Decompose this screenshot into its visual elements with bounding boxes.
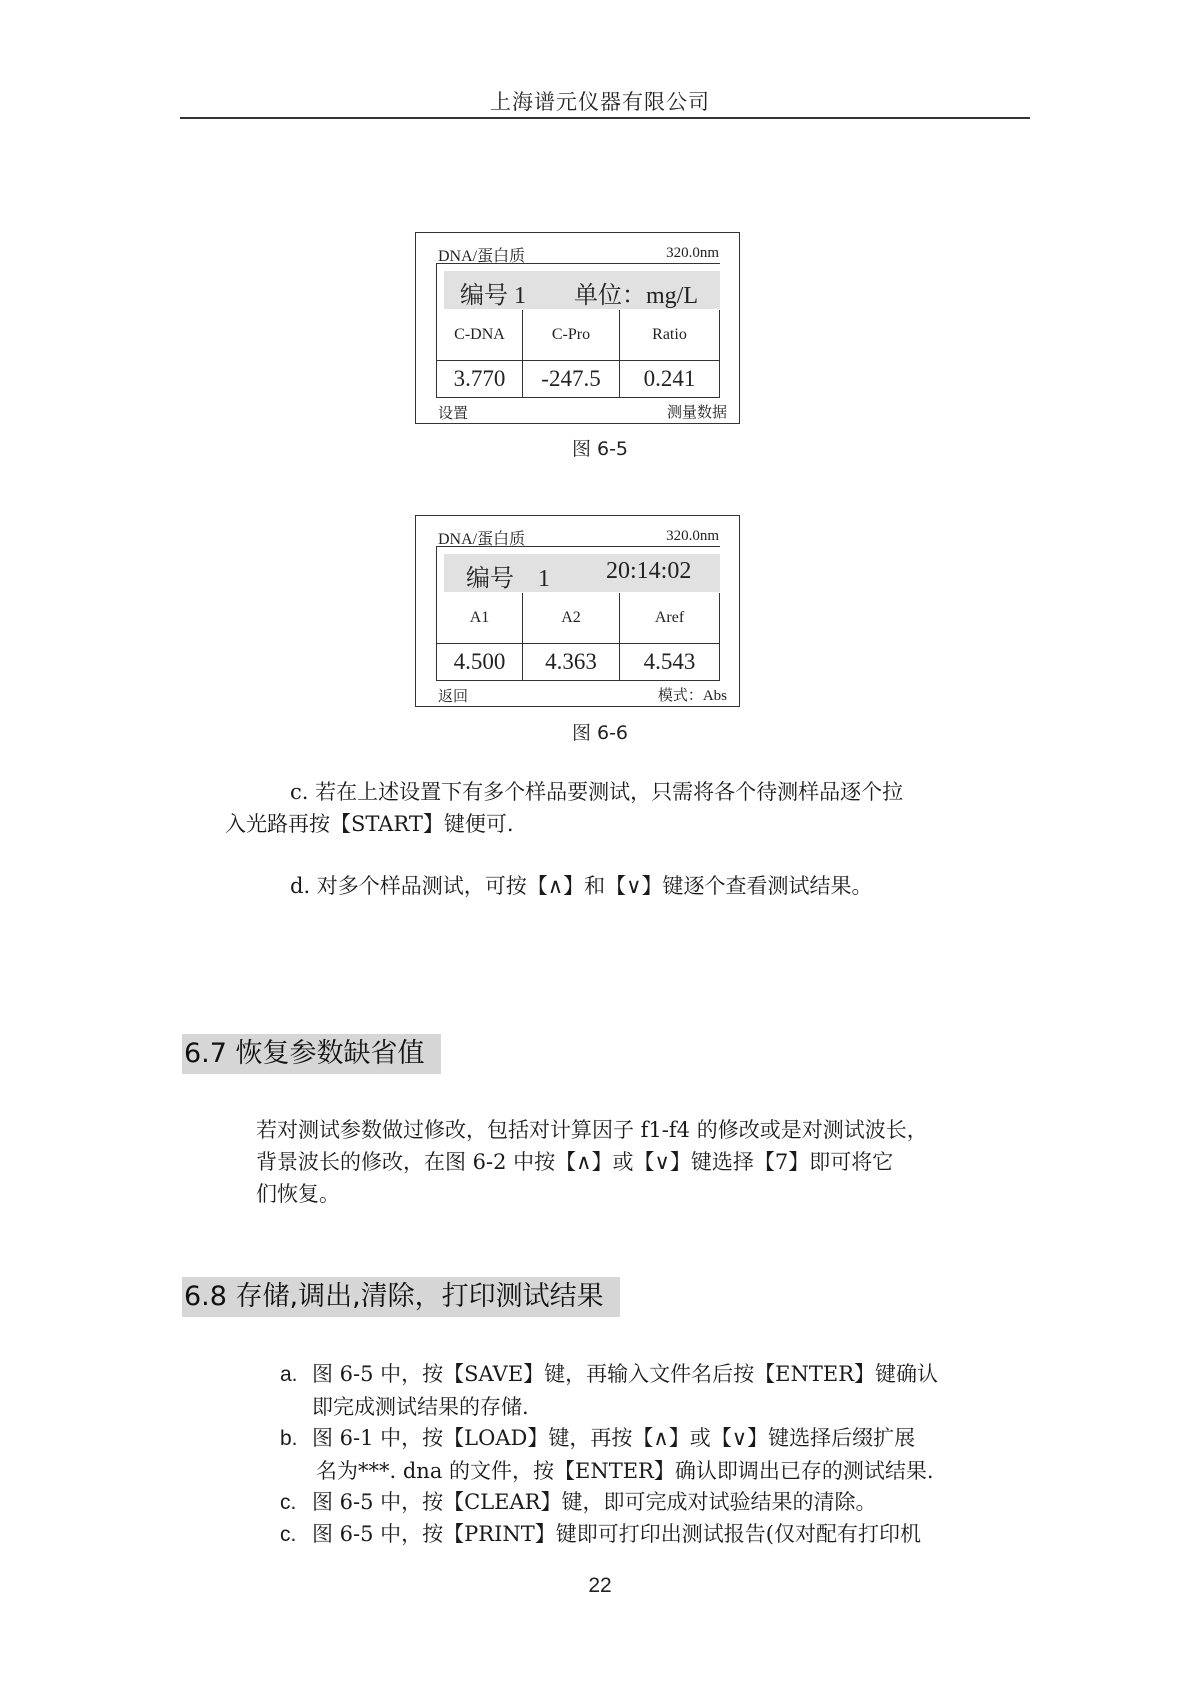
softkey-right-label: 测量数据 (666, 405, 727, 421)
unit-label: 单位：mg/L (574, 283, 698, 309)
list-item-continuation: 名为***. dna 的文件，按【ENTER】确认即调出已存的测试结果. (316, 1459, 934, 1483)
result-value: -247.5 (523, 361, 620, 398)
list-item-text: 图 6-5 中，按【CLEAR】键，即可完成对试验结果的清除。 (312, 1490, 877, 1514)
section-heading-6-8: 6.8 存储,调出,清除，打印测试结果 (182, 1277, 620, 1317)
lcd-mode-label: DNA/蛋白质 (438, 531, 526, 548)
lcd-mode-label: DNA/蛋白质 (438, 248, 526, 265)
page-header-title: 上海谱元仪器有限公司 (490, 90, 710, 114)
step-c-line-2: 入光路再按【START】键便可. (225, 812, 514, 836)
section-6-7-line: 们恢复。 (256, 1182, 340, 1206)
result-value: 3.770 (437, 361, 523, 398)
lcd-screen-figure-6-5 (415, 232, 740, 424)
list-item-c-print (280, 1518, 1020, 1551)
result-value: 4.500 (437, 644, 523, 681)
result-value: 4.543 (620, 644, 720, 681)
section-6-7-line: 若对测试参数做过修改，包括对计算因子 f1-f4 的修改或是对测试波长， (256, 1118, 928, 1142)
column-header: C-Pro (523, 310, 620, 361)
section-heading-6-7: 6.7 恢复参数缺省值 (182, 1034, 441, 1074)
column-header: A1 (437, 593, 523, 644)
result-value: 0.241 (620, 361, 720, 398)
section-6-7-line: 背景波长的修改，在图 6-2 中按【∧】或【∨】键选择【7】即可将它 (256, 1150, 894, 1174)
lcd-banner (444, 554, 720, 592)
sample-number: 编号 1 (466, 566, 550, 592)
softkey-left-label: 返回 (438, 689, 469, 705)
list-item-text: 图 6-5 中，按【PRINT】键即可打印出测试报告(仅对配有打印机 (312, 1522, 921, 1546)
lcd-wavelength: 320.0nm (666, 245, 719, 261)
list-marker: c. (280, 1523, 297, 1546)
figure-caption: 图 6-6 (571, 722, 629, 744)
list-item-text: 图 6-1 中，按【LOAD】键，再按【∧】或【∨】键选择后缀扩展 (312, 1426, 916, 1450)
list-item-b (280, 1422, 1020, 1487)
list-item-text: 图 6-5 中，按【SAVE】键，再输入文件名后按【ENTER】键确认 (312, 1362, 939, 1386)
sample-number: 编号 1 (460, 283, 526, 309)
list-marker: c. (280, 1491, 297, 1514)
list-item-c-clear (280, 1486, 1020, 1519)
lcd-frame (436, 263, 720, 398)
list-item-continuation: 即完成测试结果的存储. (312, 1395, 529, 1419)
lcd-result-table (437, 593, 720, 681)
result-value: 4.363 (523, 644, 620, 681)
column-header: Ratio (620, 310, 720, 361)
step-c-line-1: c. 若在上述设置下有多个样品要测试，只需将各个待测样品逐个拉 (290, 780, 904, 804)
lcd-frame (436, 546, 720, 681)
lcd-screen-figure-6-6 (415, 515, 740, 707)
softkey-right-label: 模式：Abs (657, 688, 727, 704)
lcd-wavelength: 320.0nm (666, 528, 719, 544)
list-item-a (280, 1358, 1020, 1423)
figure-caption: 图 6-5 (571, 438, 629, 460)
softkey-left-label: 设置 (438, 406, 469, 422)
column-header: Aref (620, 593, 720, 644)
page-number: 22 (588, 1574, 612, 1597)
step-d: d. 对多个样品测试，可按【∧】和【∨】键逐个查看测试结果。 (290, 874, 873, 898)
list-marker: a. (280, 1363, 298, 1386)
lcd-banner (444, 271, 720, 309)
column-header: C-DNA (437, 310, 523, 361)
column-header: A2 (523, 593, 620, 644)
header-rule (180, 117, 1030, 119)
lcd-result-table (437, 310, 720, 398)
list-marker: b. (280, 1427, 298, 1450)
time-label: 20:14:02 (606, 558, 692, 584)
